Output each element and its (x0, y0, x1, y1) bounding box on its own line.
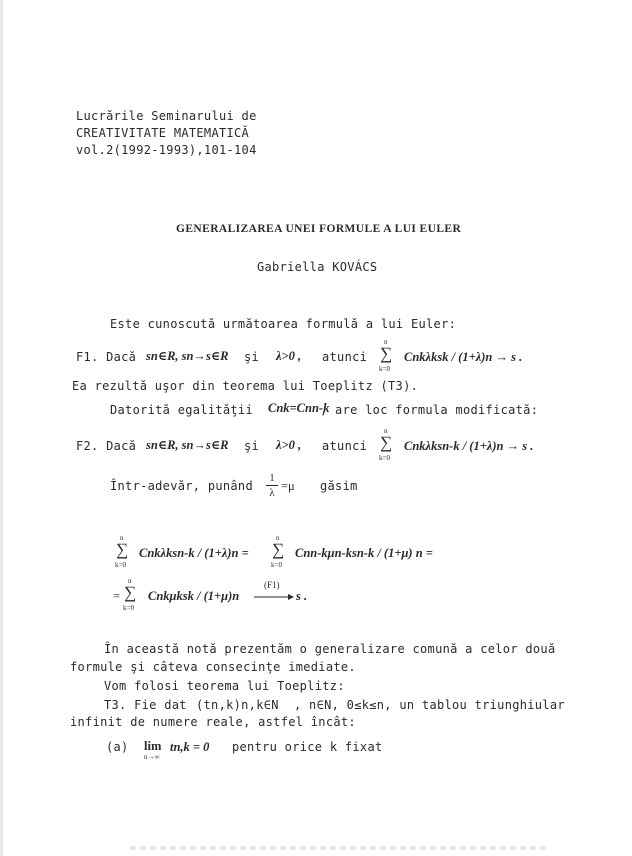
condition-a-expression: tn,k = 0 (170, 740, 210, 754)
datorita-text: Datorită egalităţii (110, 403, 253, 417)
journal-name-line2: CREATIVITATE MATEMATICĂ (76, 126, 250, 140)
f1-sum-upper: n (384, 338, 388, 346)
scan-edge (0, 0, 3, 856)
t3-label: T3. Fie dat (104, 698, 187, 712)
we-find-text: găsim (320, 479, 358, 493)
journal-volume: vol.2(1992-1993),101-104 (76, 143, 257, 157)
eq1-left-side: Cnkλksn-k / (1+λ)n = (139, 546, 249, 560)
eq1-sum2-upper: n (276, 534, 280, 542)
binomial-identity: Cnk=Cnn-k (268, 401, 330, 415)
f1-sigma-icon: ∑ (380, 344, 393, 363)
f2-and: şi (244, 439, 260, 453)
eq2-sum-lower: k=0 (123, 604, 134, 612)
equals-mu: =μ (281, 479, 295, 493)
eq1-sigma2-icon: ∑ (272, 540, 285, 559)
paragraph-note-line1: În această notă prezentăm o generalizare comună a celor două (104, 642, 556, 656)
intro-sentence: Este cunoscută următoarea formulă a lui Euler: (110, 317, 457, 331)
eq1-sum1-upper: n (120, 534, 124, 542)
eq2-limit: s . (296, 589, 308, 603)
toeplitz-remark: Ea rezultă uşor din teorema lui Toeplitz (T3). (72, 379, 419, 393)
eq1-sum2-lower: k=0 (271, 561, 282, 569)
paper-title: GENERALIZAREA UNEI FORMULE A LUI EULER (176, 223, 462, 235)
f2-sigma-icon: ∑ (380, 433, 393, 452)
eq1-right-side: Cnn-kμn-ksn-k / (1+μ) n = (295, 546, 433, 560)
f1-lambda-condition: λ>0 , (276, 349, 302, 363)
paragraph-note-line2: formule şi câteva consecinţe imediate. (70, 660, 356, 674)
f1-condition: sn∈R, sn→s∈R (146, 349, 229, 363)
t3-array-desc: , n∈N, 0≤k≤n, un tablou triunghiular (294, 698, 565, 712)
eq2-equals: = (113, 589, 121, 603)
f1-label: F1. Dacă (76, 350, 137, 364)
fraction-one-over-lambda (266, 472, 278, 499)
limit-subscript: n→∞ (144, 753, 160, 761)
f1-sum-lower: k=0 (379, 365, 390, 373)
fraction-denominator: λ (269, 487, 275, 499)
limit-operator: lim (144, 739, 162, 753)
modified-formula-text: , are loc formula modificată: (320, 403, 539, 417)
eq2-expression: Cnkμksk / (1+μ)n (148, 589, 240, 603)
t3-array: (tn,k)n,k∈N (196, 698, 279, 712)
fraction-numerator: 1 (269, 472, 275, 484)
condition-a-label: (a) (106, 740, 129, 754)
indeed-text: Într-adevăr, punând (110, 479, 253, 493)
eq2-sum-upper: n (128, 577, 132, 585)
f2-then: atunci (322, 439, 368, 453)
convergence-arrow-icon (254, 591, 294, 603)
author-name: Gabriella KOVÁCS (257, 260, 378, 274)
f2-lambda-condition: λ>0 , (276, 438, 302, 452)
f2-sum-upper: n (384, 427, 388, 435)
t3-line2: infinit de numere reale, astfel încât: (70, 715, 356, 729)
journal-name-line1: Lucrările Seminarului de (76, 109, 257, 123)
f2-label: F2. Dacă (76, 439, 137, 453)
f1-then: atunci (322, 350, 368, 364)
fraction-bar (266, 485, 278, 486)
scan-artifact (130, 846, 550, 850)
eq1-sigma1-icon: ∑ (116, 540, 129, 559)
condition-a-text: pentru orice k fixat (232, 740, 383, 754)
arrow-label-f1: (F1) (264, 580, 280, 590)
f2-sum-lower: k=0 (379, 454, 390, 462)
f1-and: şi (244, 350, 260, 364)
f2-expression: Cnkλksn-k / (1+λ)n → s . (404, 439, 534, 453)
eq2-sigma-icon: ∑ (124, 583, 137, 602)
f1-expression: Cnkλksk / (1+λ)n → s . (404, 350, 523, 364)
eq1-sum1-lower: k=0 (115, 561, 126, 569)
f2-condition: sn∈R, sn→s∈R (146, 438, 229, 452)
toeplitz-intro: Vom folosi teorema lui Toeplitz: (104, 679, 345, 693)
